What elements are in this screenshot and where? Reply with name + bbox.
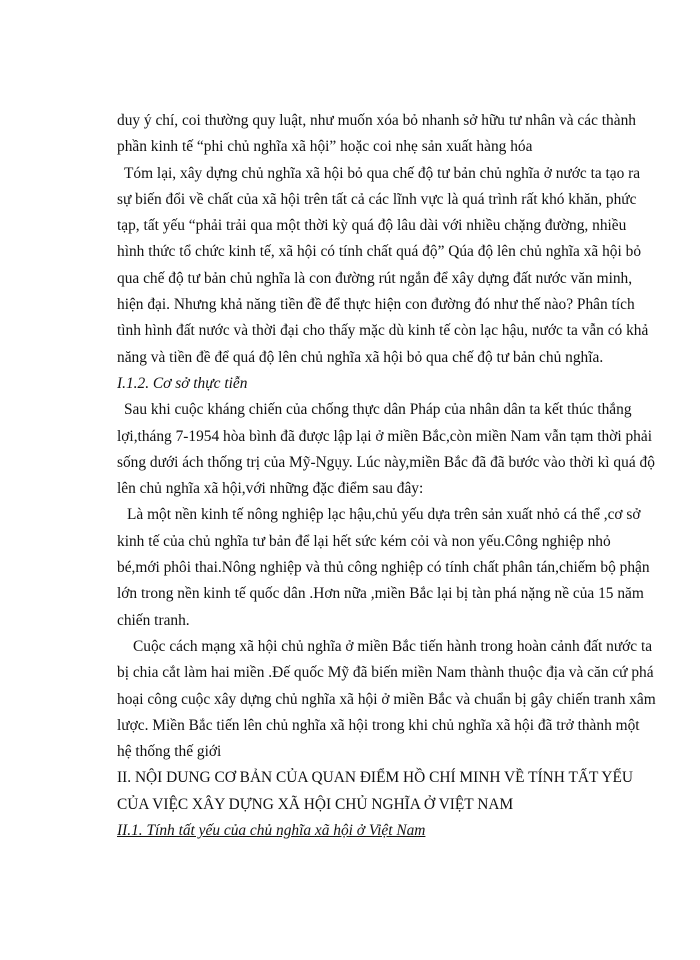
- subsection-heading-2-1: II.1. Tính tất yếu của chủ nghĩa xã hội ở Việt Nam: [117, 822, 426, 840]
- paragraph-after-war: Sau khi cuộc kháng chiến của chống thực dân Pháp của nhân dân ta kết thúc thắng lợi,tháng 7-1954 hòa bình đã được lập lại ở miền Bắc,còn miền Nam vẫn tạm thời phải sống dưới ách thống trị của Mỹ-Ngụy. Lúc này,miền Bắc đã đã bước vào thời kì quá độ lên chủ nghĩa xã hội,với những đặc điểm sau đây:: [117, 401, 655, 498]
- paragraph-economy: Là một nền kinh tế nông nghiệp lạc hậu,chủ yếu dựa trên sản xuất nhỏ cá thể ,cơ sở kinh tế của chủ nghĩa tư bản để lại hết sức kém cỏi và non yếu.Công nghiệp nhỏ bé,mới phôi thai.Nông nghiệp và thủ công nghiệp có tính chất phân tán,chiếm bộ phận lớn trong nền kinh tế quốc dân .Hơn nữa ,miền Bắc lại bị tàn phá nặng nề của 15 năm chiến tranh.: [117, 506, 650, 629]
- paragraph-summary: Tóm lại, xây dựng chủ nghĩa xã hội bỏ qua chế độ tư bản chủ nghĩa ở nước ta tạo ra sự biến đổi về chất của xã hội trên tất cả các lĩnh vực là quá trình rất khó khăn, phức tạp, tất yếu “phải trải qua một thời kỳ quá độ lâu dài với nhiều chặng đường, nhiều hình thức tổ chức kinh tế, xã hội có tính chất quá độ” Qúa độ lên chủ nghĩa xã hội bỏ qua chế độ tư bản chủ nghĩa là con đường rút ngắn để xây dựng đất nước văn minh, hiện đại. Nhưng khả năng tiền đề để thực hiện con đường đó như thế nào? Phân tích tình hình đất nước và thời đại cho thấy mặc dù kinh tế còn lạc hậu, nước ta vẫn có khả năng và tiền đề để quá độ lên chủ nghĩa xã hội bỏ qua chế độ tư bản chủ nghĩa.: [117, 164, 649, 366]
- paragraph-voluntarism: duy ý chí, coi thường quy luật, như muốn xóa bỏ nhanh sở hữu tư nhân và các thành phần kinh tế “phi chủ nghĩa xã hội” hoặc coi nhẹ sản xuất hàng hóa: [117, 112, 636, 156]
- subheading-practical-basis: I.1.2. Cơ sở thực tiễn: [117, 374, 248, 392]
- section-heading-2: II. NỘI DUNG CƠ BẢN CỦA QUAN ĐIỂM HỒ CHÍ MINH VỀ TÍNH TẤT YẾU CỦA VIỆC XÂY DỰNG XÃ HỘI CHỦ NGHĨA Ở VIỆT NAM: [117, 769, 633, 813]
- paragraph-revolution: Cuộc cách mạng xã hội chủ nghĩa ở miền Bắc tiến hành trong hoàn cảnh đất nước ta bị chia cắt làm hai miền .Đế quốc Mỹ đã biến miền Nam thành thuộc địa và căn cứ phá hoại công cuộc xây dựng chủ nghĩa xã hội ở miền Bắc và chuẩn bị gây chiến tranh xâm lược. Miền Bắc tiến lên chủ nghĩa xã hội trong khi chủ nghĩa xã hội đã trở thành một hệ thống thế giới: [117, 637, 656, 761]
- document-body: [117, 108, 657, 844]
